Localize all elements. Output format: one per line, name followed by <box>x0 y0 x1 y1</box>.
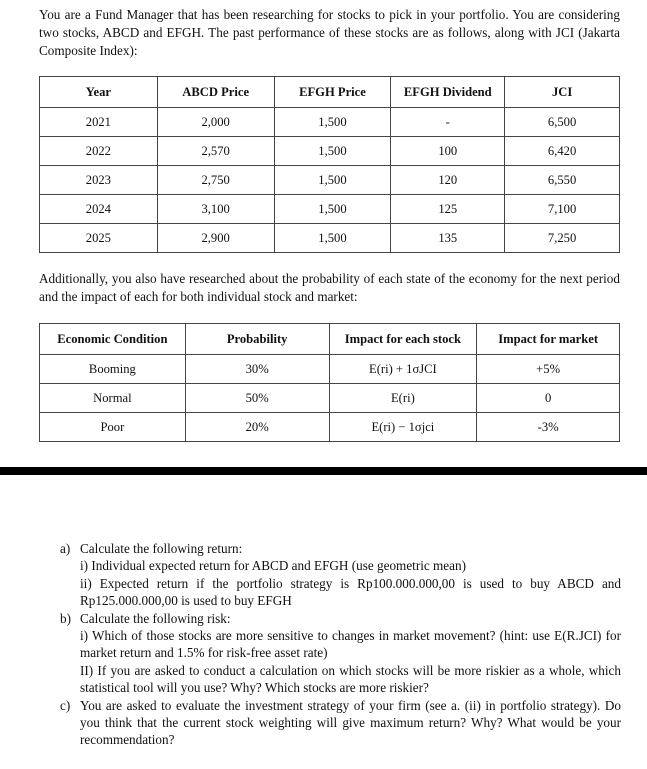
question-text: Calculate the following return: <box>80 541 243 556</box>
cell-abcd-price: 2,750 <box>157 166 274 195</box>
additional-paragraph: Additionally, you also have researched about the probability of each state of the economy for the next period and the impact of each for both individual stock and market: <box>39 271 620 304</box>
cell-year: 2024 <box>40 195 158 224</box>
table-row <box>40 195 620 224</box>
cell-impact-market: 0 <box>477 384 620 413</box>
cell-abcd-price: 3,100 <box>157 195 274 224</box>
question-list <box>60 540 621 749</box>
cell-abcd-price: 2,000 <box>157 108 274 137</box>
header-year: Year <box>40 77 158 108</box>
cell-jci: 7,250 <box>505 224 620 253</box>
table-row <box>40 413 620 442</box>
table-row <box>40 384 620 413</box>
table-row <box>40 166 620 195</box>
cell-condition: Poor <box>40 413 186 442</box>
stock-performance-table <box>39 76 620 253</box>
economic-condition-table <box>39 323 620 442</box>
question-text: You are asked to evaluate the investment strategy of your firm (see a. (ii) in portfolio strategy). Do you think that the current stock weighting will give maximum return? Why? What would be your recommendation? <box>80 697 621 748</box>
cell-year: 2022 <box>40 137 158 166</box>
cell-efgh-price: 1,500 <box>274 195 391 224</box>
cell-efgh-dividend: 135 <box>391 224 505 253</box>
cell-efgh-price: 1,500 <box>274 108 391 137</box>
cell-jci: 6,500 <box>505 108 620 137</box>
cell-condition: Booming <box>40 355 186 384</box>
header-impact-stock: Impact for each stock <box>329 324 477 355</box>
header-abcd-price: ABCD Price <box>157 77 274 108</box>
question-marker: c) <box>60 697 71 713</box>
sub-question: i) Which of those stocks are more sensitive to changes in market movement? (hint: use E(R.JCI) for market return and 1.5% for risk-free asset rate) <box>80 628 621 661</box>
cell-probability: 20% <box>185 413 329 442</box>
table-row <box>40 355 620 384</box>
table-row <box>40 224 620 253</box>
sub-question: i) Individual expected return for ABCD and EFGH (use geometric mean) <box>80 558 466 574</box>
header-efgh-price: EFGH Price <box>274 77 391 108</box>
question-marker: b) <box>60 610 71 626</box>
cell-impact-market: +5% <box>477 355 620 384</box>
cell-impact-stock: E(ri) + 1σJCI <box>329 355 477 384</box>
question-marker: a) <box>60 541 71 556</box>
intro-paragraph: You are a Fund Manager that has been researching for stocks to pick in your portfolio. You are considering two stocks, ABCD and EFGH. The past performance of these stocks are as follows, along with JCI (Jakarta Composite Index): <box>39 7 620 58</box>
cell-year: 2025 <box>40 224 158 253</box>
cell-condition: Normal <box>40 384 186 413</box>
cell-jci: 6,420 <box>505 137 620 166</box>
cell-efgh-price: 1,500 <box>274 166 391 195</box>
question-c <box>60 697 621 749</box>
cell-impact-stock: E(ri) − 1σjci <box>329 413 477 442</box>
header-jci: JCI <box>505 77 620 108</box>
cell-abcd-price: 2,900 <box>157 224 274 253</box>
sub-question: ii) Expected return if the portfolio strategy is Rp100.000.000,00 is used to buy ABCD and Rp125.000.000,00 is used to buy EFGH <box>80 575 621 609</box>
header-efgh-dividend: EFGH Dividend <box>391 77 505 108</box>
cell-impact-stock: E(ri) <box>329 384 477 413</box>
cell-abcd-price: 2,570 <box>157 137 274 166</box>
cell-efgh-dividend: - <box>391 108 505 137</box>
cell-efgh-dividend: 100 <box>391 137 505 166</box>
header-probability: Probability <box>185 324 329 355</box>
cell-efgh-price: 1,500 <box>274 224 391 253</box>
cell-impact-market: -3% <box>477 413 620 442</box>
section-divider <box>0 467 647 475</box>
table-header-row <box>40 77 620 108</box>
question-a <box>60 540 621 610</box>
cell-year: 2021 <box>40 108 158 137</box>
cell-probability: 30% <box>185 355 329 384</box>
question-b <box>60 610 621 697</box>
sub-question: II) If you are asked to conduct a calculation on which stocks will be more riskier as a whole, which statistical tool will you use? Why? Which stocks are more riskier? <box>80 662 621 696</box>
cell-probability: 50% <box>185 384 329 413</box>
header-impact-market: Impact for market <box>477 324 620 355</box>
table-header-row <box>40 324 620 355</box>
question-text: Calculate the following risk: <box>80 610 231 626</box>
cell-efgh-dividend: 120 <box>391 166 505 195</box>
header-economic-condition: Economic Condition <box>40 324 186 355</box>
cell-jci: 7,100 <box>505 195 620 224</box>
cell-efgh-dividend: 125 <box>391 195 505 224</box>
table-row <box>40 108 620 137</box>
table-row <box>40 137 620 166</box>
cell-efgh-price: 1,500 <box>274 137 391 166</box>
cell-jci: 6,550 <box>505 166 620 195</box>
cell-year: 2023 <box>40 166 158 195</box>
